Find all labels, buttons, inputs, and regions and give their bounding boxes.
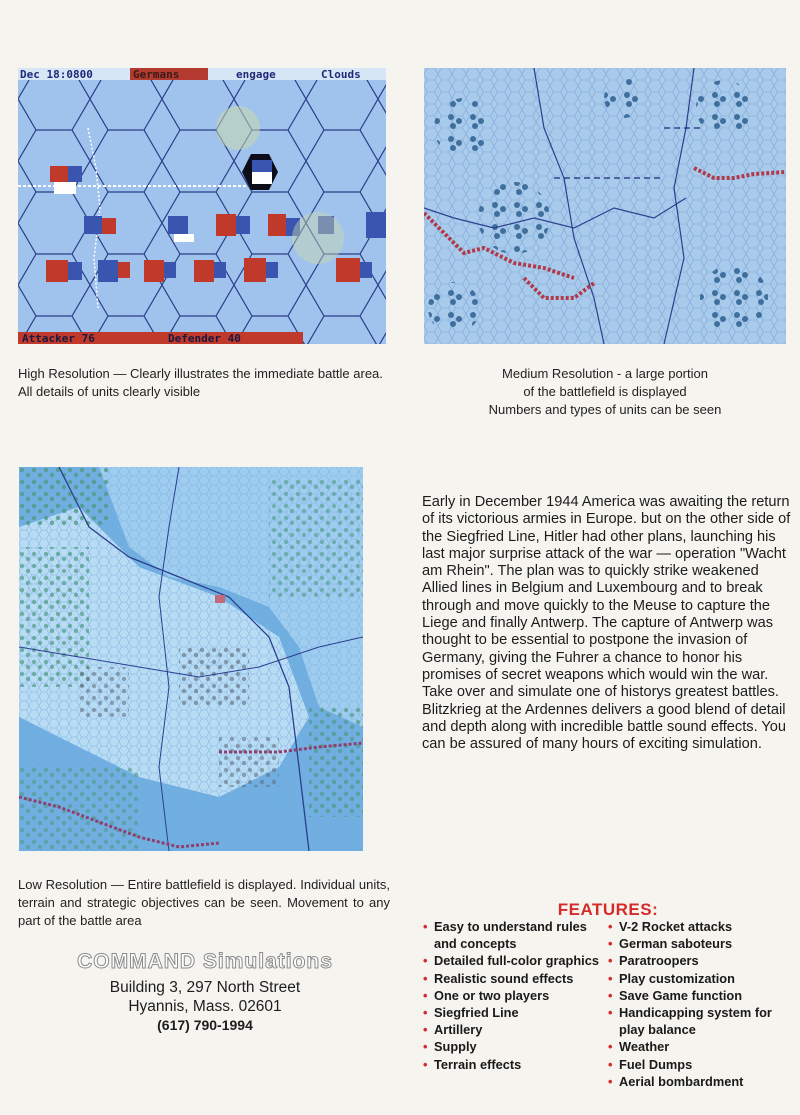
publisher-address-1: Building 3, 297 North Street	[109, 979, 301, 996]
bullet-icon: •	[423, 970, 428, 986]
features-list-right	[608, 918, 794, 1090]
feature-label: Weather	[619, 1039, 670, 1055]
bullet-icon: •	[423, 953, 428, 969]
publisher-address-2: Hyannis, Mass. 02601	[128, 998, 282, 1015]
feature-label: Handicapping system for play balance	[619, 1005, 772, 1038]
feature-item	[608, 918, 794, 935]
hud-defender: Defender 40	[168, 332, 241, 344]
feature-label: Terrain effects	[434, 1056, 522, 1072]
feature-label: Fuel Dumps	[619, 1056, 693, 1072]
story-paragraph-1: Early in December 1944 America was awaiting the return of its victorious armies in Europe. but on the other side of the Siegfried Line, Hitler had other plans, launching his last major surprise attack of the war — operation "Wacht am Rhein". The plan was to quickly strike weakened Allied lines in Belgium and Luxembourg and to break through and move quickly to the Meuse to capture the Liege and finally Antwerp. The capture of Antwerp was thought to be essential to postpone the invasion of Germany, giving the Fuhrer a chance to honor his promises of secret weapons which would win the war.	[422, 494, 791, 683]
feature-item	[608, 1004, 794, 1038]
feature-label: One or two players	[434, 987, 550, 1003]
features-title: FEATURES:	[557, 900, 659, 919]
hud-attacker: Attacker 76	[22, 332, 95, 344]
feature-label: Easy to understand rules and concepts	[434, 919, 587, 952]
feature-item	[423, 1004, 601, 1021]
screenshot-high-resolution	[18, 68, 386, 344]
caption-medium-line-3: Numbers and types of units can be seen	[488, 402, 722, 417]
feature-item	[423, 1056, 601, 1073]
feature-label: German saboteurs	[619, 936, 733, 952]
bullet-icon: •	[423, 1056, 428, 1072]
story-paragraph-2: Take over and simulate one of historys greatest battles. Blitzkrieg at the Ardennes delivers a good blend of detail and depth along with incredible battle sound effects. You can be assured of many hours of exciting simulation.	[422, 684, 787, 753]
feature-item	[608, 1056, 794, 1073]
bullet-icon: •	[608, 936, 613, 952]
feature-item	[423, 987, 601, 1004]
caption-medium-line-2: of the battlefield is displayed	[523, 384, 687, 399]
caption-medium-line-1: Medium Resolution - a large portion	[502, 366, 708, 381]
feature-label: Aerial bombardment	[619, 1073, 744, 1089]
feature-label: Play customization	[619, 970, 735, 986]
bullet-icon: •	[608, 1073, 613, 1089]
bullet-icon: •	[423, 1039, 428, 1055]
feature-item	[423, 1021, 601, 1038]
screenshot-medium-resolution	[424, 68, 786, 344]
hud-mode: engage	[236, 68, 276, 81]
bullet-icon: •	[423, 1022, 428, 1038]
feature-item	[608, 952, 794, 969]
feature-item	[608, 1073, 794, 1090]
bullet-icon: •	[608, 1056, 613, 1072]
feature-item	[423, 952, 601, 969]
publisher-logo: COMMAND Simulations	[77, 950, 333, 973]
bullet-icon: •	[608, 953, 613, 969]
bullet-icon: •	[608, 970, 613, 986]
bullet-icon: •	[423, 1005, 428, 1021]
feature-item	[423, 1038, 601, 1055]
feature-label: Realistic sound effects	[434, 970, 574, 986]
feature-item	[423, 918, 601, 952]
feature-item	[423, 970, 601, 987]
caption-medium-resolution	[424, 365, 786, 419]
caption-low-resolution: Low Resolution — Entire battlefield is displayed. Individual units, terrain and strategic objectives can be seen. Movement to any part of the battle area	[18, 877, 390, 928]
feature-label: Detailed full-color graphics	[434, 953, 599, 969]
feature-label: Paratroopers	[619, 953, 699, 969]
bullet-icon: •	[423, 919, 428, 934]
bullet-icon: •	[608, 987, 613, 1003]
feature-item	[608, 935, 794, 952]
feature-item	[608, 1038, 794, 1055]
bullet-icon: •	[423, 987, 428, 1003]
feature-label: V-2 Rocket attacks	[619, 919, 733, 934]
feature-item	[608, 970, 794, 987]
publisher-block	[40, 950, 370, 1035]
feature-label: Siegfried Line	[434, 1005, 519, 1021]
hud-side: Germans	[133, 68, 180, 81]
bullet-icon: •	[608, 919, 613, 934]
bullet-icon: •	[608, 1039, 613, 1055]
feature-item	[608, 987, 794, 1004]
story-text	[422, 494, 794, 753]
publisher-phone: (617) 790-1994	[157, 1017, 253, 1033]
feature-label: Save Game function	[619, 987, 743, 1003]
hud-date: Dec 18:0800	[20, 68, 93, 81]
caption-high-resolution: High Resolution — Clearly illustrates the immediate battle area. All details of units clearly visible	[18, 366, 383, 399]
features-list-left	[423, 918, 601, 1073]
feature-label: Supply	[434, 1039, 477, 1055]
hud-weather: Clouds	[321, 68, 361, 81]
bullet-icon: •	[608, 1005, 613, 1021]
feature-label: Artillery	[434, 1022, 483, 1038]
screenshot-low-resolution	[19, 467, 363, 851]
